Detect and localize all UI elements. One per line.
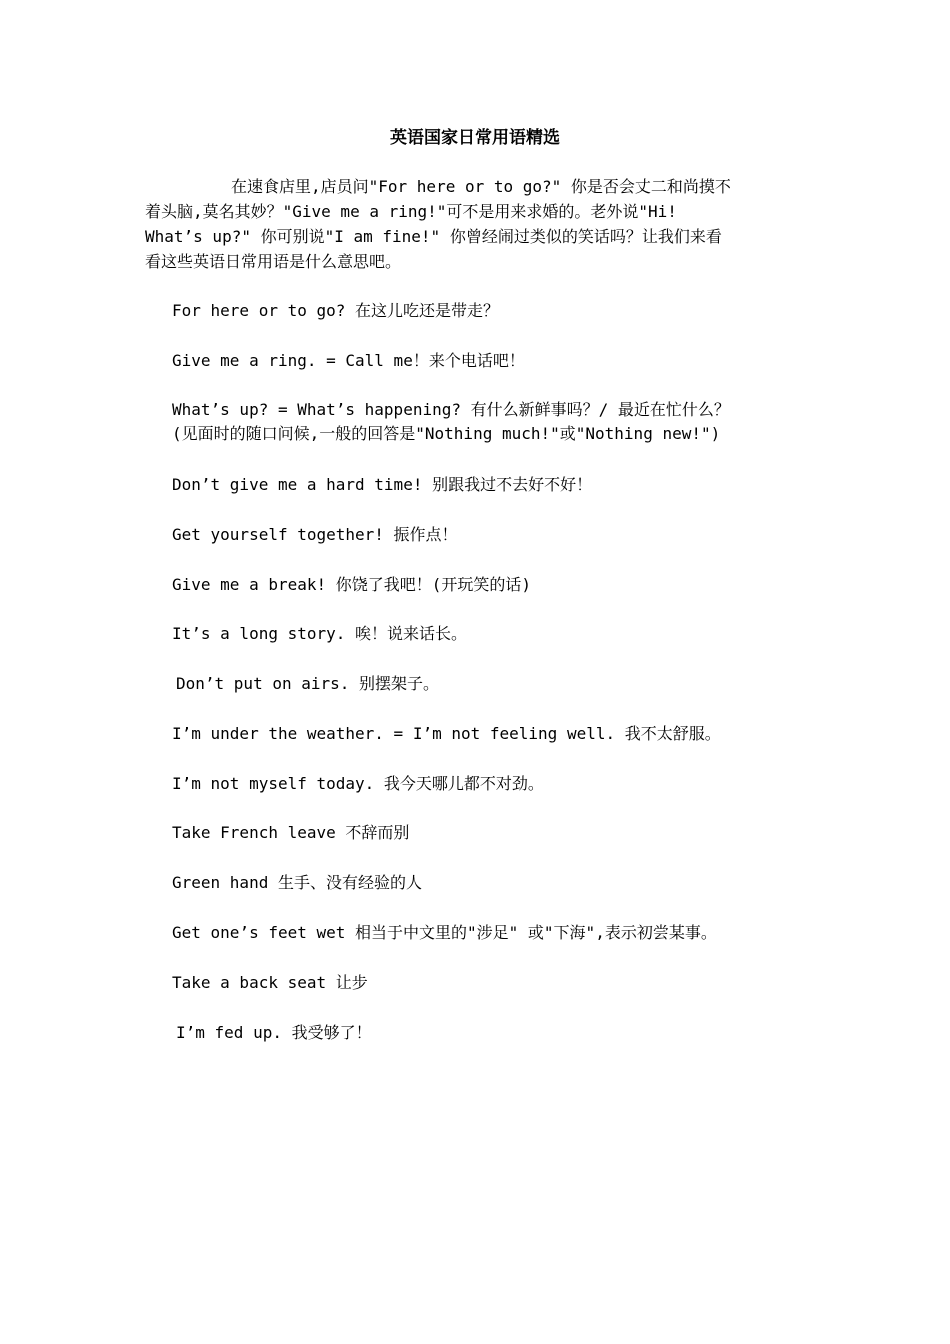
phrase-entry xyxy=(172,871,812,895)
phrase-text: It’s a long story. 唉！说来话长。 xyxy=(172,624,468,643)
phrase-text: Get yourself together! 振作点！ xyxy=(172,525,458,544)
phrase-entry xyxy=(172,473,812,497)
phrase-entry xyxy=(172,398,812,446)
phrase-text: I’m not myself today. 我今天哪儿都不对劲。 xyxy=(172,774,544,793)
phrase-entry xyxy=(172,772,812,796)
phrase-text: For here or to go? 在这儿吃还是带走？ xyxy=(172,301,500,320)
phrase-text: Green hand 生手、没有经验的人 xyxy=(172,873,422,892)
intro-line: What’s up?" 你可别说"I am fine!" 你曾经闹过类似的笑话吗？让我们来看 xyxy=(145,227,722,246)
intro-line: 着头脑,莫名其妙？"Give me a ring!"可不是用来求婚的。老外说"Hi! xyxy=(145,202,677,221)
phrase-entry xyxy=(172,299,812,323)
phrase-text: I’m under the weather. = I’m not feeling well. 我不太舒服。 xyxy=(172,724,721,743)
phrase-text: What’s up? = What’s happening? 有什么新鲜事吗？/ 最近在忙什么？ xyxy=(172,400,730,419)
intro-line: 看这些英语日常用语是什么意思吧。 xyxy=(145,252,402,271)
phrase-entry xyxy=(172,722,812,746)
intro-line: 在速食店里,店员问"For here or to go?" 你是否会丈二和尚摸不 xyxy=(231,177,731,196)
phrase-entry xyxy=(172,971,812,995)
phrase-entry xyxy=(172,523,812,547)
document-title: 英语国家日常用语精选 xyxy=(390,128,560,148)
phrase-text: Don’t give me a hard time! 别跟我过不去好不好！ xyxy=(172,475,593,494)
phrase-entry xyxy=(172,622,812,646)
phrase-text: Don’t put on airs. 别摆架子。 xyxy=(176,674,440,693)
phrase-text: Give me a ring. = Call me！来个电话吧！ xyxy=(172,351,525,370)
phrase-text: Take French leave 不辞而别 xyxy=(172,823,410,842)
phrase-note: (见面时的随口问候,一般的回答是"Nothing much!"或"Nothing new!") xyxy=(172,424,721,443)
phrase-entry xyxy=(172,573,812,597)
phrase-entry xyxy=(172,349,812,373)
phrase-entry xyxy=(172,921,812,945)
phrase-text: Give me a break! 你饶了我吧！(开玩笑的话) xyxy=(172,575,532,594)
phrase-text: Take a back seat 让步 xyxy=(172,973,368,992)
phrase-entry xyxy=(176,1021,816,1045)
intro-paragraph xyxy=(145,174,805,274)
phrase-entry xyxy=(172,821,812,845)
phrase-text: I’m fed up. 我受够了！ xyxy=(176,1023,372,1042)
phrase-text: Get one’s feet wet 相当于中文里的"涉足" 或"下海",表示初尝某事。 xyxy=(172,923,717,942)
phrase-entry xyxy=(176,672,816,696)
